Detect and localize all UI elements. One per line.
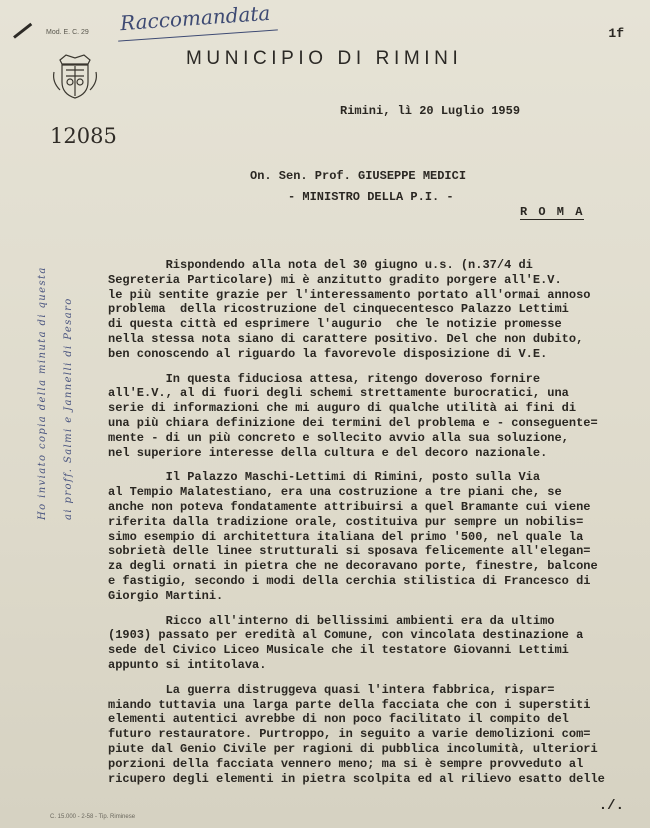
body-line: futuro restauratore. Purtroppo, in seguito a varie demolizioni com= — [108, 727, 591, 742]
body-line: Segreteria Particolare) mi è anzitutto gradito porgere all'E.V. — [108, 272, 562, 287]
body-line: Il Palazzo Maschi-Lettimi di Rimini, posto sulla Via — [108, 470, 541, 485]
margin-note-line: Ho inviato copia della minuta di questa — [37, 266, 48, 520]
body-line: al Tempio Malatestiano, era una costruzione a tre piani che, se — [108, 485, 562, 500]
protocol-number: 12085 — [50, 124, 117, 148]
letter-date: Rimini, lì 20 Luglio 1959 — [340, 104, 521, 118]
letter-body — [108, 258, 628, 786]
body-line: riferita dalla tradizione orale, costituiva pur sempre un nobilis= — [108, 514, 584, 529]
body-line: sobrietà delle linee strutturali si sposava felicemente all'elegan= — [108, 544, 591, 559]
body-line: simo esempio di architettura italiana del primo '500, nel quale la — [108, 529, 584, 544]
body-line: sede del Civico Liceo Musicale che il testatore Giovanni Lettimi — [108, 643, 569, 658]
body-line: Giorgio Martini. — [108, 588, 224, 603]
raccomandata-annotation: Raccomandata — [119, 0, 271, 36]
form-code: Mod. E. C. 29 — [46, 29, 89, 36]
margin-note-line: ai proff. Salmi e Jannelli di Pesaro — [63, 297, 74, 520]
body-line: ricupero degli elementi in pietra scolpita ed al rilievo esatto delle — [108, 771, 605, 786]
body-line: In questa fiduciosa attesa, ritengo doveroso fornire — [108, 371, 541, 386]
recipient-name: On. Sen. Prof. GIUSEPPE MEDICI — [250, 169, 467, 183]
body-line: una più chiara definizione dei termini del problema e - conseguente= — [108, 415, 598, 430]
municipality-heading: MUNICIPIO DI RIMINI — [186, 48, 463, 69]
body-line: e fastigio, secondo i modi della cerchia stilistica di Francesco di — [108, 573, 591, 588]
body-line: nella stessa nota siano di carattere positivo. Del che non dubito, — [108, 331, 584, 346]
body-line: miando tuttavia una larga parte della facciata che con i superstiti — [108, 697, 591, 712]
body-line: za degli ornati in pietra che ne decoravano porte, finestre, balcone — [108, 559, 598, 574]
page-number: 1f — [608, 26, 624, 41]
print-code: C. 15.000 - 2-58 - Tip. Riminese — [50, 814, 136, 820]
body-line: problema della ricostruzione del cinquecentesco Palazzo Lettimi — [108, 302, 569, 317]
body-line: (1903) passato per eredità al Comune, con vincolata destinazione a — [108, 628, 584, 643]
paragraph-gap — [108, 673, 628, 683]
body-line: appunto si intitolava. — [108, 657, 267, 672]
handwritten-margin-note — [30, 266, 82, 520]
body-line: ben conoscendo al riguardo la favorevole disposizione di V.E. — [108, 346, 548, 361]
body-line: mente - di un più concreto e sollecito avvio alla sua soluzione, — [108, 430, 569, 445]
body-line: elementi autentici avrebbe di non poco facilitato il compito del — [108, 712, 569, 727]
paragraph-gap — [108, 604, 628, 614]
body-line: porzioni della facciata vennero meno; ma si è sempre provveduto al — [108, 756, 584, 771]
body-line: La guerra distruggeva quasi l'intera fabbrica, rispar= — [108, 682, 555, 697]
body-line: anche non poteva fondatamente attribuirsi a quel Bramante cui viene — [108, 499, 591, 514]
recipient-city: R O M A — [520, 205, 585, 219]
body-line: all'E.V., al di fuori degli schemi strettamente burocratici, una — [108, 386, 569, 401]
body-line: Ricco all'interno di bellissimi ambienti era da ultimo — [108, 613, 555, 628]
body-line: serie di informazioni che mi auguro di qualche utilità ai fini di — [108, 401, 577, 416]
pen-mark — [13, 23, 32, 39]
body-line: nel superiore interesse della cultura e del decoro nazionale. — [108, 445, 548, 460]
coat-of-arms-icon — [50, 52, 100, 100]
body-line: di questa città ed esprimere l'augurio che le notizie promesse — [108, 317, 562, 332]
body-line: le più sentite grazie per l'interessamento portato all'ormai annoso — [108, 287, 591, 302]
continuation-mark: ./. — [598, 798, 624, 814]
recipient-title: - MINISTRO DELLA P.I. - — [288, 190, 454, 204]
paragraph-gap — [108, 362, 628, 372]
body-line: piute dal Genio Civile per ragioni di pubblica incolumità, ulteriori — [108, 741, 598, 756]
paragraph-gap — [108, 460, 628, 470]
body-line: Rispondendo alla nota del 30 giugno u.s. (n.37/4 di — [108, 258, 533, 272]
